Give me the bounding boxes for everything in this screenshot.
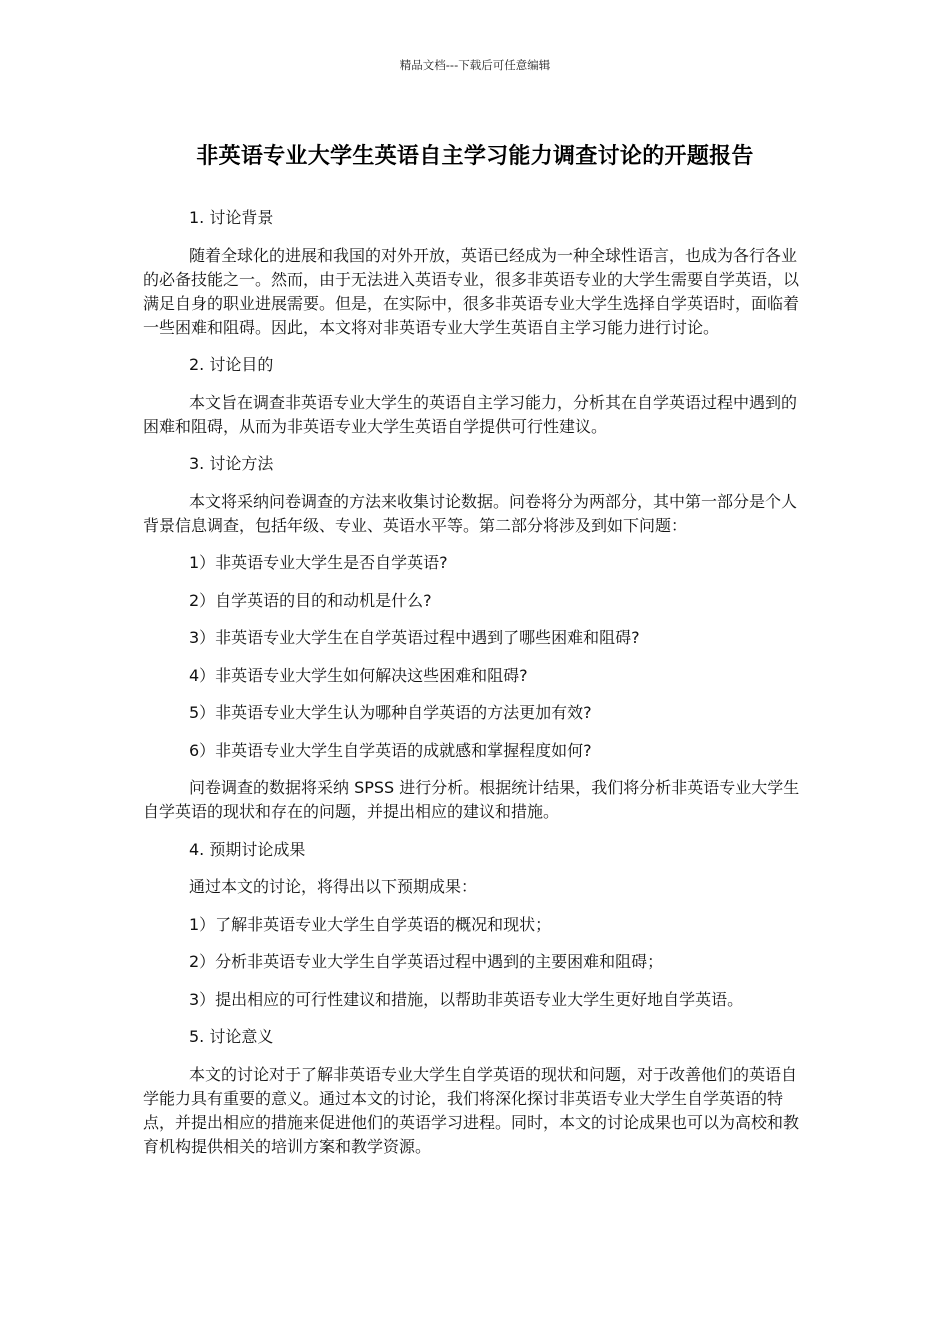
paragraph-background: 随着全球化的进展和我国的对外开放，英语已经成为一种全球性语言，也成为各行各业的必备技能之一。然而，由于无法进入英语专业，很多非英语专业的大学生需要自学英语，以满足自身的职业进展需要。但是，在实际中，很多非英语专业大学生选择自学英语时，面临着一些困难和阻碍。因此，本文将对非英语专业大学生英语自主学习能力进行讨论。	[143, 245, 800, 337]
question-item: 1）非英语专业大学生是否自学英语?	[189, 553, 448, 572]
paragraph-results-intro: 通过本文的讨论，将得出以下预期成果：	[189, 877, 478, 896]
question-item: 5）非英语专业大学生认为哪种自学英语的方法更加有效?	[189, 703, 592, 722]
question-item: 3）非英语专业大学生在自学英语过程中遇到了哪些困难和阻碍?	[189, 628, 640, 647]
section-heading-background: 1. 讨论背景	[189, 208, 274, 227]
paragraph-significance: 本文的讨论对于了解非英语专业大学生自学英语的现状和问题，对于改善他们的英语自学能力具有重要的意义。通过本文的讨论，我们将深化探讨非英语专业大学生自学英语的特点，并提出相应的措施来促进他们的英语学习进程。同时，本文的讨论成果也可以为高校和教育机构提供相关的培训方案和教学资源。	[143, 1064, 800, 1156]
question-item: 2）自学英语的目的和动机是什么?	[189, 590, 432, 610]
header-note: 精品文档---下载后可任意编辑	[399, 58, 551, 72]
section-heading-purpose: 2. 讨论目的	[189, 355, 274, 374]
question-item: 6）非英语专业大学生自学英语的成就感和掌握程度如何?	[189, 740, 592, 760]
result-item: 2）分析非英语专业大学生自学英语过程中遇到的主要困难和阻碍；	[189, 952, 664, 971]
section-heading-method: 3. 讨论方法	[189, 454, 274, 473]
document-body	[143, 206, 807, 1159]
section-heading-significance: 5. 讨论意义	[189, 1027, 274, 1046]
paragraph-analysis: 问卷调查的数据将采纳 SPSS 进行分析。根据统计结果，我们将分析非英语专业大学生自学英语的现状和存在的问题，并提出相应的建议和措施。	[143, 778, 800, 821]
document-title: 非英语专业大学生英语自主学习能力调查讨论的开题报告	[196, 144, 754, 169]
paragraph-purpose: 本文旨在调查非英语专业大学生的英语自主学习能力，分析其在自学英语过程中遇到的困难和阻碍，从而为非英语专业大学生英语自学提供可行性建议。	[143, 392, 798, 436]
result-item: 3）提出相应的可行性建议和措施，以帮助非英语专业大学生更好地自学英语。	[189, 989, 744, 1009]
paragraph-method: 本文将采纳问卷调查的方法来收集讨论数据。问卷将分为两部分，其中第一部分是个人背景信息调查，包括年级、专业、英语水平等。第二部分将涉及到如下问题：	[143, 491, 798, 535]
question-item: 4）非英语专业大学生如何解决这些困难和阻碍?	[189, 665, 528, 685]
result-item: 1）了解非英语专业大学生自学英语的概况和现状；	[189, 914, 552, 934]
section-heading-results: 4. 预期讨论成果	[189, 839, 306, 859]
